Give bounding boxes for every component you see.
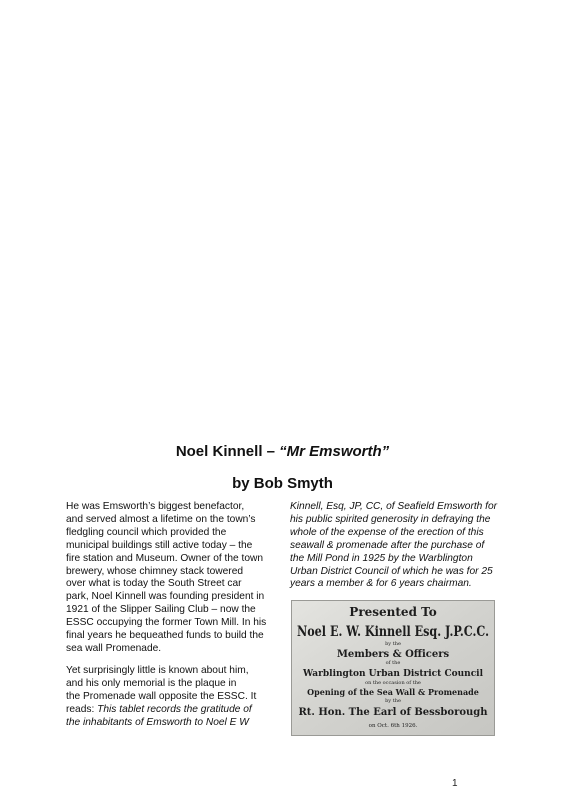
title-name: Noel Kinnell –: [175, 443, 280, 460]
plaque-line: Members & Officers: [336, 649, 450, 660]
text-line: seawall & promenade after the purchase of: [290, 539, 485, 551]
text-line: Urban District Council of which he was for 25: [290, 565, 493, 577]
plaque-line: of the: [385, 660, 401, 666]
quote-paragraph: [290, 501, 498, 591]
text-line: Yet surprisingly little is known about him,: [66, 664, 249, 676]
plaque-line: Opening of the Sea Wall & Promenade: [307, 687, 479, 697]
text-line: ESSC occupying the former Town Mill. In his: [66, 617, 267, 629]
page-number: 1: [452, 778, 458, 789]
text-line: whole of the expense of the erection of this: [290, 526, 484, 538]
article-byline: by Bob Smyth: [232, 475, 333, 492]
plaque-line: on the occasion of the: [365, 680, 421, 686]
paragraph-1: [66, 501, 276, 656]
text-line: and his only memorial is the plaque in: [66, 677, 237, 689]
text-line: fire station and Museum. Owner of the town: [66, 552, 264, 564]
text-line: He was Emsworth’s biggest benefactor,: [66, 501, 245, 512]
quote-text: the inhabitants of Emsworth to Noel E W: [66, 716, 249, 728]
text-line: final years he bequeathed funds to build the: [66, 630, 264, 642]
text-line: reads:: [66, 703, 98, 715]
text-line: Kinnell, Esq, JP, CC, of Seafield Emsworth for: [290, 501, 498, 512]
text-line: the Promenade wall opposite the ESSC. It: [66, 690, 257, 702]
text-line: over what is today the South Street car: [66, 578, 242, 590]
plaque-line: by the: [385, 698, 401, 704]
paragraph-2: [66, 665, 276, 730]
text-line: years a member & for 6 years chairman.: [290, 578, 472, 590]
text-line: sea wall Promenade.: [66, 642, 162, 654]
plaque-line: Noel E. W. Kinnell Esq. J.P.C.C.: [297, 624, 489, 640]
plaque-line: Rt. Hon. The Earl of Bessborough: [298, 707, 488, 718]
text-line: 1921 of the Slipper Sailing Club – now the: [66, 604, 256, 616]
plaque-line: Warblington Urban District Council: [302, 669, 484, 679]
text-line: park, Noel Kinnell was founding president in: [66, 591, 265, 603]
right-column: [290, 501, 498, 600]
article-title: [0, 443, 565, 460]
text-line: municipal buildings still active today – the: [66, 539, 253, 551]
text-line: brewery, whose chimney stack towered: [66, 565, 244, 577]
text-line: fledgling council which provided the: [66, 526, 227, 538]
plaque-line: Presented To: [349, 605, 437, 619]
plaque-line: on Oct. 6th 1926.: [368, 723, 418, 729]
left-column: [66, 501, 276, 738]
plaque-photo: [291, 600, 495, 736]
plaque-image: [292, 601, 494, 735]
text-line: and served almost a lifetime on the town’s: [66, 513, 256, 525]
title-nickname: “Mr Emsworth”: [279, 443, 390, 460]
text-line: his public spirited generosity in defraying the: [290, 513, 491, 525]
quote-text: This tablet records the gratitude of: [97, 703, 252, 715]
plaque-line: by the: [385, 641, 401, 647]
text-line: the Mill Pond in 1925 by the Warblington: [290, 552, 473, 564]
